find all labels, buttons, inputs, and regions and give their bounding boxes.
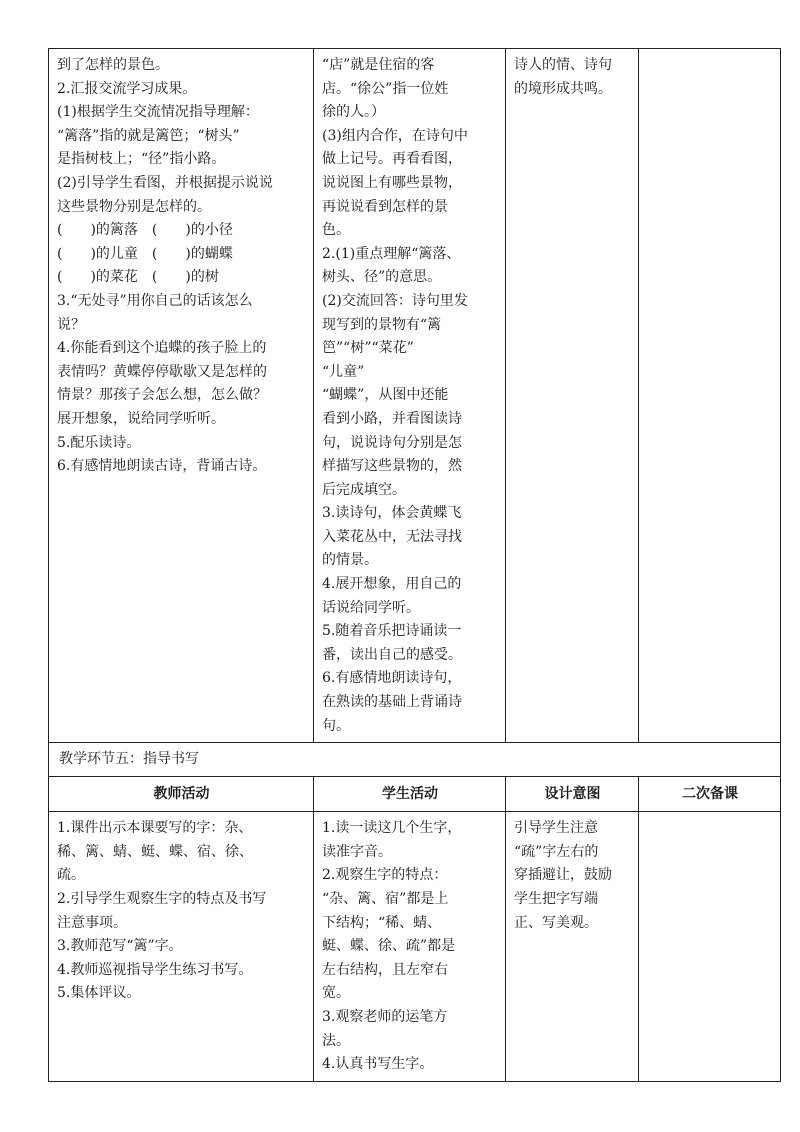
text-line: 样描写这些景物的，然 [322, 458, 462, 475]
header-row [49, 777, 781, 812]
text-line: 2.(1)重点理解“篱落、 [322, 245, 461, 262]
text-line: “店”就是住宿的客 [322, 57, 435, 73]
text-line: “篱落”指的就是篱笆；“树头” [57, 127, 240, 144]
text-line: 再说说看到怎样的景 [322, 198, 448, 215]
section1-student-cell [314, 49, 506, 743]
text-line: 学生把字写端 [514, 891, 598, 907]
text-line: 下结构；“稀、蜻、 [322, 914, 442, 931]
section1-intent-cell [506, 49, 639, 743]
text-line: 情景？那孩子会怎么想，怎么做？ [57, 387, 267, 404]
text-line: ( )的儿童 ( )的蝴蝶 [57, 245, 233, 262]
text-line: 做上记号。再看看图， [322, 151, 462, 168]
text-line: 6.有感情地朗读古诗，背诵古诗。 [57, 458, 267, 475]
section2-intent-cell [506, 812, 639, 1082]
text-line: ( )的菜花 ( )的树 [57, 269, 219, 286]
text-line: 的情景。 [322, 552, 378, 569]
section2-teacher-cell [49, 812, 314, 1082]
section2-notes-cell [639, 812, 781, 1082]
text-line: 树头、径”的意思。 [322, 269, 442, 286]
text-line: 3.教师范写“篱”字。 [57, 938, 183, 955]
text-line: 是指树枝上；“径”指小路。 [57, 151, 226, 168]
text-line: 蜓、蝶、徐、疏”都是 [322, 938, 456, 955]
section1-row [49, 49, 781, 743]
text-line: 4.认真书写生字。 [322, 1056, 434, 1073]
text-line: 的境形成共鸣。 [514, 80, 612, 97]
text-line: 徐的人。） [322, 104, 385, 121]
text-line: 4.教师巡视指导学生练习书写。 [57, 961, 253, 978]
text-line: 法。 [322, 1032, 350, 1049]
text-line: “疏”字左右的 [514, 843, 599, 860]
text-line: 2.观察生字的特点： [322, 867, 448, 884]
text-line: 话说给同学听。 [322, 599, 420, 616]
text-line: 诗人的情、诗句 [514, 57, 612, 73]
text-line: 现写到的景物有“篱 [322, 316, 442, 333]
text-line: ( )的篱落 ( )的小径 [57, 222, 233, 239]
text-line: 稀、篱、蜻、蜓、蝶、宿、徐、 [57, 843, 253, 860]
text-line: 3.观察老师的运笔方 [322, 1008, 448, 1025]
text-line: 入菜花丛中，无法寻找 [322, 528, 462, 545]
text-line: 2.引导学生观察生字的特点及书写 [57, 891, 267, 907]
text-line: 色。 [322, 222, 350, 239]
text-line: 3.读诗句，体会黄蝶飞 [322, 505, 462, 522]
text-line: 笆”“树”“菜花” [322, 340, 414, 357]
section1-student-text [322, 54, 498, 738]
text-line: 6.有感情地朗读诗句， [322, 670, 462, 687]
text-line: 读准字音。 [322, 843, 392, 860]
text-line: “蝴蝶”，从图中还能 [322, 387, 449, 404]
text-line: 句，说说诗句分别是怎 [322, 434, 462, 451]
text-line: (2)交流回答：诗句里发 [322, 292, 468, 309]
text-line: 展开想象，说给同学听听。 [57, 410, 225, 427]
section2-student-cell [314, 812, 506, 1082]
text-line: (2)引导学生看图，并根据提示说说 [57, 174, 273, 191]
text-line: 1.课件出示本课要写的字：杂、 [57, 820, 253, 837]
section1-notes-cell [639, 49, 781, 743]
stage5-label: 教学环节五：指导书写 [49, 743, 781, 777]
text-line: 这些景物分别是怎样的。 [57, 198, 211, 215]
text-line: “杂、篱、宿”都是上 [322, 891, 449, 907]
text-line: 到了怎样的景色。 [57, 57, 169, 73]
header-student: 学生活动 [314, 777, 506, 812]
text-line: 后完成填空。 [322, 481, 406, 498]
text-line: 说？ [57, 316, 85, 333]
text-line: 左右结构，且左窄右 [322, 961, 448, 978]
section1-teacher-text [57, 54, 306, 479]
text-line: 4.展开想象，用自己的 [322, 576, 462, 593]
text-line: 引导学生注意 [514, 820, 598, 837]
text-line: 宽。 [322, 985, 350, 1002]
section1-teacher-cell [49, 49, 314, 743]
text-line: 在熟读的基础上背诵诗 [322, 694, 462, 711]
text-line: 句。 [322, 717, 350, 734]
text-line: 注意事项。 [57, 914, 127, 931]
text-line: 5.配乐读诗。 [57, 434, 141, 451]
text-line: “儿童” [322, 363, 365, 380]
header-teacher: 教师活动 [49, 777, 314, 812]
text-line: 表情吗？黄蝶停停歇歇又是怎样的 [57, 363, 267, 380]
text-line: 说说图上有哪些景物， [322, 174, 462, 191]
section2-row [49, 812, 781, 1082]
text-line: (1)根据学生交流情况指导理解： [57, 104, 259, 121]
text-line: 正、写美观。 [514, 914, 598, 931]
header-notes: 二次备课 [639, 777, 781, 812]
text-line: 看到小路，并看图读诗 [322, 410, 462, 427]
section2-intent-text [514, 817, 631, 935]
text-line: 番，读出自己的感受。 [322, 646, 462, 663]
text-line: 5.随着音乐把诗诵读一 [322, 623, 462, 640]
text-line: 3.“无处寻”用你自己的话该怎么 [57, 292, 253, 309]
text-line: 5.集体评议。 [57, 985, 141, 1002]
header-intent: 设计意图 [506, 777, 639, 812]
text-line: 穿插避让，鼓励 [514, 867, 612, 884]
text-line: (3)组内合作，在诗句中 [322, 127, 468, 144]
stage5-row [49, 743, 781, 777]
text-line: 2.汇报交流学习成果。 [57, 80, 197, 97]
section1-intent-text [514, 54, 631, 101]
text-line: 1.读一读这几个生字， [322, 820, 462, 837]
text-line: 4.你能看到这个追蝶的孩子脸上的 [57, 340, 267, 357]
section2-student-text [322, 817, 498, 1077]
lesson-plan-table [48, 48, 781, 1082]
section2-teacher-text [57, 817, 306, 1006]
text-line: 店。“徐公”指一位姓 [322, 80, 449, 97]
text-line: 疏。 [57, 867, 85, 884]
